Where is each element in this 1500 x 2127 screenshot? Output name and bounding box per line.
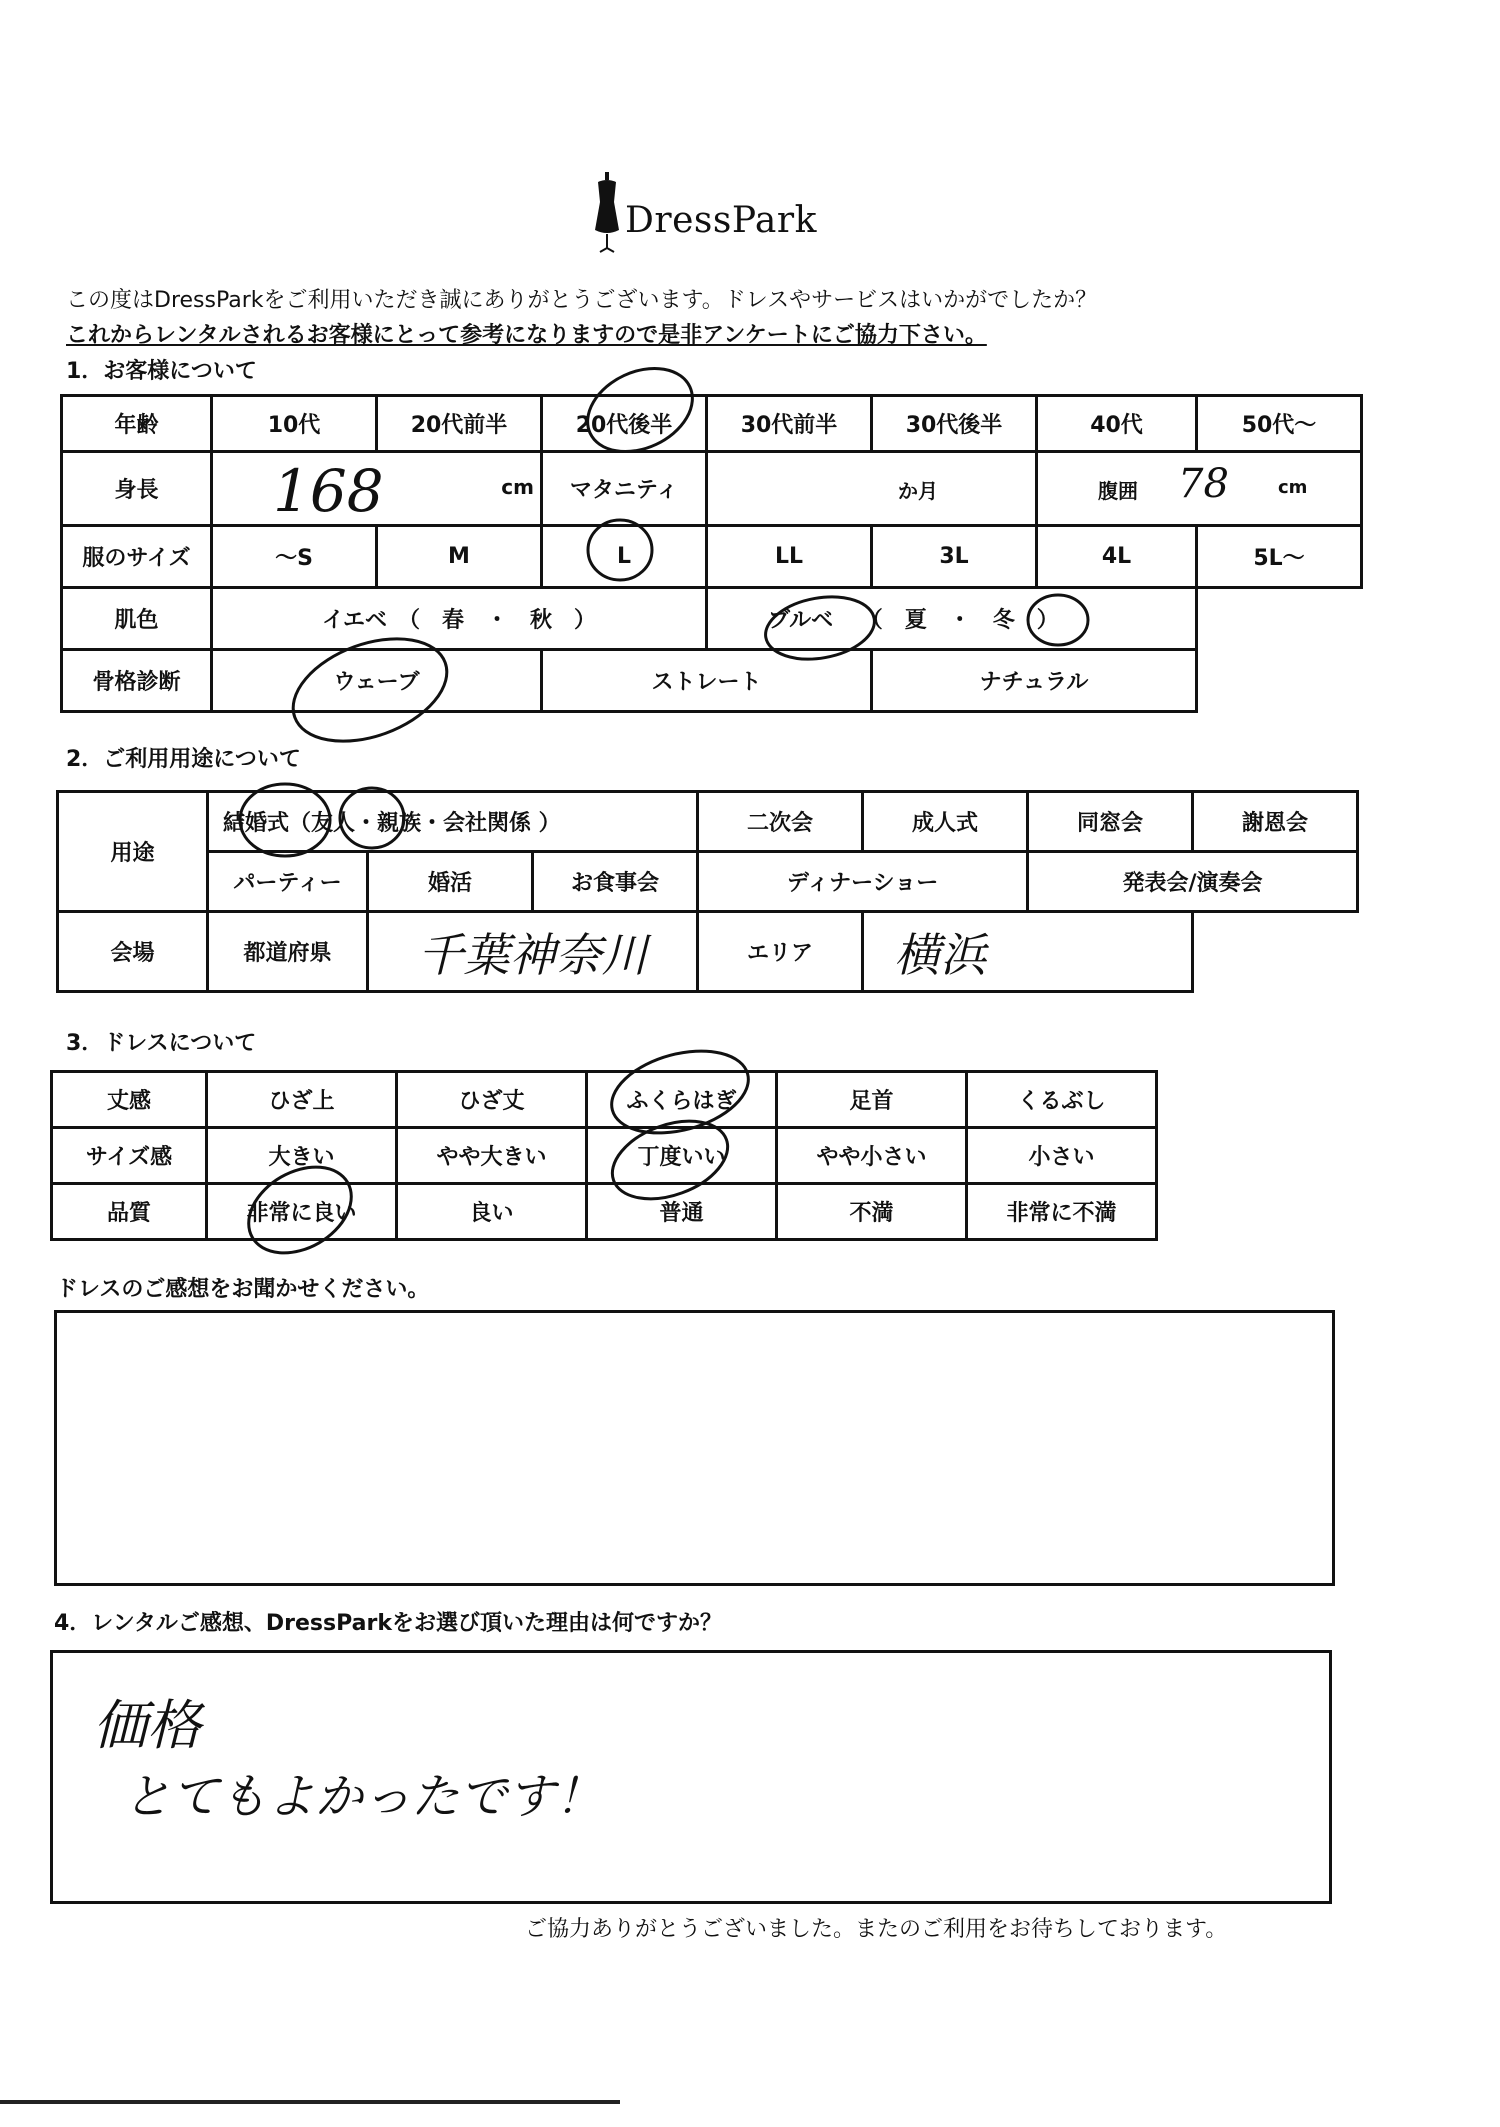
skin-yellow-option[interactable]: イエベ （ 春 ・ 秋 ） <box>212 588 707 650</box>
size-option[interactable]: 3L <box>872 526 1037 588</box>
venue-table <box>56 910 1194 993</box>
section-3-title: 3．ドレスについて <box>66 1031 257 1056</box>
size-option[interactable]: ～S <box>212 526 377 588</box>
maternity-months-field[interactable] <box>707 452 1037 526</box>
size-option[interactable]: LL <box>707 526 872 588</box>
frame-option[interactable]: ウェーブ <box>212 650 542 712</box>
fit-label: サイズ感 <box>52 1128 207 1184</box>
height-label: 身長 <box>62 452 212 526</box>
quality-label: 品質 <box>52 1184 207 1240</box>
height-field[interactable] <box>212 452 542 526</box>
age-label: 年齢 <box>62 396 212 452</box>
age-option[interactable]: 30代前半 <box>707 396 872 452</box>
impressions-textarea[interactable] <box>54 1310 1335 1586</box>
purpose-table <box>56 790 1359 913</box>
length-option[interactable]: ひざ丈 <box>397 1072 587 1128</box>
quality-option[interactable]: 非常に不満 <box>967 1184 1157 1240</box>
age-option[interactable]: 30代後半 <box>872 396 1037 452</box>
waist-label: 腹囲 <box>1098 479 1138 503</box>
section-1-title: 1．お客様について <box>66 359 257 384</box>
age-option[interactable]: 20代前半 <box>377 396 542 452</box>
purpose-label: 用途 <box>58 792 208 912</box>
maternity-label: マタニティ <box>542 452 707 526</box>
waist-unit: cm <box>1278 477 1308 498</box>
purpose-option[interactable]: お食事会 <box>533 852 698 912</box>
length-option[interactable]: くるぶし <box>967 1072 1157 1128</box>
length-option[interactable]: ひざ上 <box>207 1072 397 1128</box>
skin-blue-seasons: （ 夏 ・ 冬 ） <box>860 608 1059 633</box>
age-option[interactable]: 40代 <box>1037 396 1197 452</box>
skin-blue-option[interactable] <box>707 588 1197 650</box>
height-unit: cm <box>501 475 534 499</box>
months-unit: か月 <box>898 479 938 503</box>
intro-line-1: この度はDressParkをご利用いただき誠にありがとうございます。ドレスやサービスはいかがでしたか？ <box>66 288 1098 313</box>
area-field[interactable] <box>863 912 1193 992</box>
frame-option[interactable]: ナチュラル <box>872 650 1197 712</box>
length-option[interactable]: ふくらはぎ <box>587 1072 777 1128</box>
intro-line-2: これからレンタルされるお客様にとって参考になりますので是非アンケートにご協力下さい。 <box>66 323 987 348</box>
prefecture-label: 都道府県 <box>208 912 368 992</box>
reason-textarea[interactable] <box>50 1650 1332 1904</box>
size-label: 服のサイズ <box>62 526 212 588</box>
footer-thanks: ご協力ありがとうございました。またのご利用をお待ちしております。 <box>525 1917 1228 1942</box>
fit-option[interactable]: やや大きい <box>397 1128 587 1184</box>
purpose-option[interactable]: ディナーショー <box>698 852 1028 912</box>
age-option[interactable]: 10代 <box>212 396 377 452</box>
age-option[interactable]: 50代～ <box>1197 396 1362 452</box>
fit-option[interactable]: 小さい <box>967 1128 1157 1184</box>
purpose-option[interactable]: パーティー <box>208 852 368 912</box>
age-option[interactable]: 20代後半 <box>542 396 707 452</box>
quality-option[interactable]: 非常に良い <box>207 1184 397 1240</box>
impressions-prompt: ドレスのご感想をお聞かせください。 <box>56 1277 430 1302</box>
size-option[interactable]: 4L <box>1037 526 1197 588</box>
fit-option[interactable]: 丁度いい <box>587 1128 777 1184</box>
brand-logo-text: DressPark <box>625 200 817 241</box>
purpose-option[interactable]: 二次会 <box>698 792 863 852</box>
dress-form-logo-icon <box>592 172 622 258</box>
frame-option[interactable]: ストレート <box>542 650 872 712</box>
area-label: エリア <box>698 912 863 992</box>
purpose-option[interactable]: 成人式 <box>863 792 1028 852</box>
customer-info-table <box>60 394 1363 589</box>
dress-table <box>50 1070 1158 1241</box>
size-option[interactable]: 5L～ <box>1197 526 1362 588</box>
height-value: 168 <box>273 457 384 525</box>
quality-option[interactable]: 良い <box>397 1184 587 1240</box>
reason-answer-line-1: 価格 <box>93 1694 201 1757</box>
quality-option[interactable]: 普通 <box>587 1184 777 1240</box>
size-option[interactable]: L <box>542 526 707 588</box>
fit-option[interactable]: やや小さい <box>777 1128 967 1184</box>
fit-option[interactable]: 大きい <box>207 1128 397 1184</box>
reason-answer-line-2: とてもよかったです！ <box>123 1769 604 1825</box>
section-4-title: 4．レンタルご感想、DressParkをお選び頂いた理由は何ですか？ <box>54 1611 722 1636</box>
skin-frame-table <box>60 586 1198 713</box>
quality-option[interactable]: 不満 <box>777 1184 967 1240</box>
venue-label: 会場 <box>58 912 208 992</box>
waist-value: 78 <box>1178 461 1229 507</box>
frame-label: 骨格診断 <box>62 650 212 712</box>
scan-edge-line <box>0 2100 620 2104</box>
length-option[interactable]: 足首 <box>777 1072 967 1128</box>
purpose-option[interactable]: 同窓会 <box>1028 792 1193 852</box>
prefecture-field[interactable] <box>368 912 698 992</box>
purpose-wedding-option[interactable]: 結婚式（友人・親族・会社関係 ） <box>208 792 698 852</box>
section-2-title: 2．ご利用用途について <box>66 747 301 772</box>
purpose-option[interactable]: 謝恩会 <box>1193 792 1358 852</box>
skin-label: 肌色 <box>62 588 212 650</box>
area-value: 横浜 <box>894 927 986 982</box>
size-option[interactable]: M <box>377 526 542 588</box>
waist-field[interactable] <box>1037 452 1362 526</box>
skin-blue-text: ブルベ <box>768 608 834 633</box>
length-label: 丈感 <box>52 1072 207 1128</box>
purpose-option[interactable]: 婚活 <box>368 852 533 912</box>
prefecture-value: 千葉神奈川 <box>417 927 648 982</box>
purpose-option[interactable]: 発表会/演奏会 <box>1028 852 1358 912</box>
